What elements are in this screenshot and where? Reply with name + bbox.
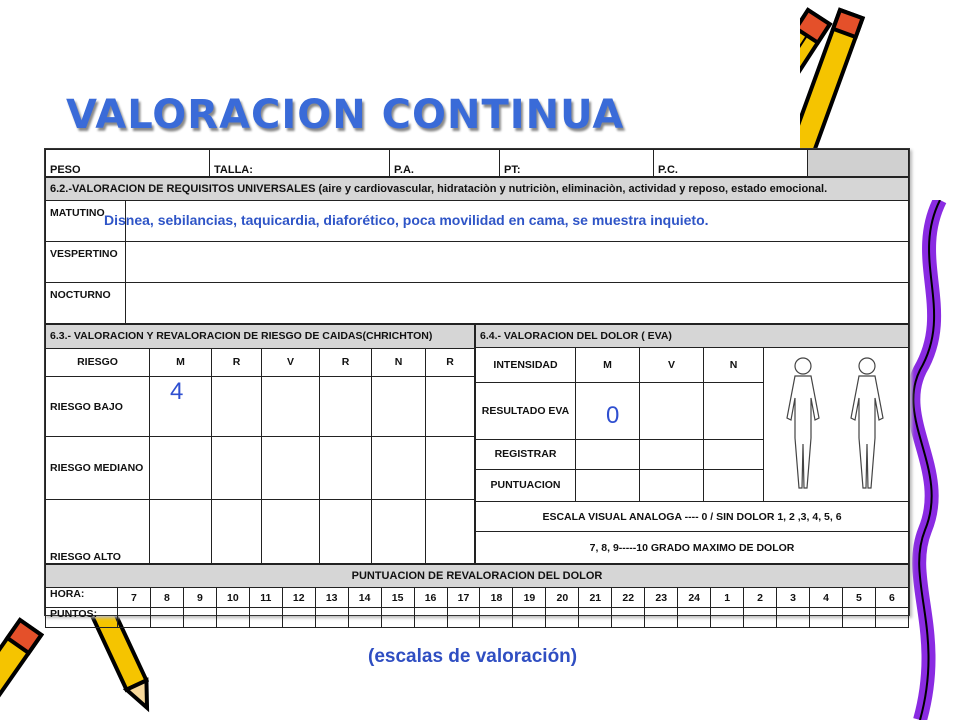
gray-cell: [808, 150, 909, 177]
riesgo-alto-label: RIESGO ALTO: [46, 500, 150, 564]
points-cell[interactable]: [645, 608, 678, 628]
riesgo-header-v: V: [262, 348, 320, 377]
body-diagram-icon: [771, 348, 901, 498]
eva-cell[interactable]: [640, 382, 704, 439]
hour-cell: 5: [842, 588, 875, 608]
riesgo-header-r3: R: [426, 348, 475, 377]
points-cell[interactable]: [678, 608, 711, 628]
section-64-header: 6.4.- VALORACION DEL DOLOR ( EVA): [476, 325, 909, 348]
riesgo-cell[interactable]: [320, 436, 372, 500]
clinical-note: Disnea, sebilancias, taquicardia, diaforético, poca movilidad en cama, se muestra inquieto.: [104, 212, 709, 228]
shift-vespertino-value[interactable]: [126, 242, 909, 283]
eva-header-v: V: [640, 348, 704, 383]
riesgo-cell[interactable]: [150, 436, 212, 500]
points-cell[interactable]: [579, 608, 612, 628]
riesgo-cell[interactable]: [212, 436, 262, 500]
hora-label: HORA:: [46, 588, 118, 608]
hour-cell: 19: [513, 588, 546, 608]
hour-cell: 4: [810, 588, 843, 608]
shift-matutino: MATUTINO: [46, 201, 126, 242]
points-cell[interactable]: [480, 608, 513, 628]
points-cell[interactable]: [810, 608, 843, 628]
hour-cell: 13: [315, 588, 348, 608]
hour-cell: 24: [678, 588, 711, 608]
riesgo-cell[interactable]: [262, 500, 320, 564]
eva-scale-line-2: 7, 8, 9-----10 GRADO MAXIMO DE DOLOR: [476, 532, 909, 564]
hour-cell: 8: [150, 588, 183, 608]
riesgo-cell[interactable]: [212, 500, 262, 564]
section-62-header: 6.2.-VALORACION DE REQUISITOS UNIVERSALES (aire y cardiovascular, hidrataciòn y nutriciòn, eliminaciòn, actividad y reposo, estado emocional.: [46, 178, 909, 201]
shift-nocturno-value[interactable]: [126, 283, 909, 324]
fall-risk-table: [45, 324, 475, 564]
riesgo-cell[interactable]: [426, 500, 475, 564]
points-cell[interactable]: [744, 608, 777, 628]
hour-cell: 2: [744, 588, 777, 608]
hour-cell: 17: [447, 588, 480, 608]
riesgo-header: RIESGO: [46, 348, 150, 377]
hour-cell: 20: [546, 588, 579, 608]
riesgo-cell[interactable]: [212, 377, 262, 436]
pt-cell[interactable]: PT:: [500, 150, 654, 177]
points-cell[interactable]: [282, 608, 315, 628]
eva-cell[interactable]: [704, 439, 764, 469]
body-figures: [764, 348, 909, 502]
handwritten-eva-value: 0: [606, 402, 620, 429]
riesgo-header-r2: R: [320, 348, 372, 377]
talla-cell[interactable]: TALLA:: [210, 150, 390, 177]
points-cell[interactable]: [249, 608, 282, 628]
riesgo-bajo-label: RIESGO BAJO: [46, 377, 150, 436]
pain-score-table: [45, 564, 909, 628]
hour-cell: 21: [579, 588, 612, 608]
eva-cell[interactable]: [640, 469, 704, 501]
hour-cell: 1: [711, 588, 744, 608]
eva-header-n: N: [704, 348, 764, 383]
puntos-label: PUNTOS:: [46, 608, 118, 628]
hour-cell: 7: [118, 588, 151, 608]
points-cell[interactable]: [777, 608, 810, 628]
points-cell[interactable]: [348, 608, 381, 628]
hour-cell: 9: [183, 588, 216, 608]
points-cell[interactable]: [118, 608, 151, 628]
handwritten-riesgo-value: 4: [170, 378, 184, 405]
hour-cell: 15: [381, 588, 414, 608]
riesgo-header-n: N: [372, 348, 426, 377]
hour-cell: 6: [875, 588, 908, 608]
hour-cell: 12: [282, 588, 315, 608]
peso-cell[interactable]: PESO: [46, 150, 210, 177]
shift-nocturno: NOCTURNO: [46, 283, 126, 324]
points-cell[interactable]: [546, 608, 579, 628]
eva-cell[interactable]: [576, 439, 640, 469]
riesgo-cell[interactable]: [372, 436, 426, 500]
caption: (escalas de valoración): [368, 646, 578, 667]
eva-cell[interactable]: [704, 469, 764, 501]
section-63-header: 6.3.- VALORACION Y REVALORACION DE RIESGO DE CAIDAS(CHRICHTON): [46, 325, 475, 349]
riesgo-cell[interactable]: [426, 377, 475, 436]
points-cell[interactable]: [842, 608, 875, 628]
hour-cell: 22: [612, 588, 645, 608]
points-cell[interactable]: [711, 608, 744, 628]
hour-cell: 18: [480, 588, 513, 608]
points-cell[interactable]: [183, 608, 216, 628]
hour-cell: 16: [414, 588, 447, 608]
hour-cell: 10: [216, 588, 249, 608]
risk-pain-section: [45, 324, 909, 564]
puntuacion-header: PUNTUACION DE REVALORACION DEL DOLOR: [46, 565, 909, 588]
riesgo-header-r1: R: [212, 348, 262, 377]
pain-eva-table: [475, 324, 909, 564]
hour-cell: 14: [348, 588, 381, 608]
eva-registrar-label: REGISTRAR: [476, 439, 576, 469]
points-cell[interactable]: [513, 608, 546, 628]
riesgo-cell[interactable]: [426, 436, 475, 500]
shift-vespertino: VESPERTINO: [46, 242, 126, 283]
points-cell[interactable]: [216, 608, 249, 628]
points-cell[interactable]: [447, 608, 480, 628]
eva-puntuacion-label: PUNTUACION: [476, 469, 576, 501]
points-cell[interactable]: [414, 608, 447, 628]
hour-cell: 23: [645, 588, 678, 608]
eva-cell[interactable]: [576, 469, 640, 501]
riesgo-cell[interactable]: [320, 500, 372, 564]
riesgo-cell[interactable]: [262, 377, 320, 436]
riesgo-cell[interactable]: [150, 500, 212, 564]
points-cell[interactable]: [612, 608, 645, 628]
points-cell[interactable]: [315, 608, 348, 628]
hour-cell: 11: [249, 588, 282, 608]
points-cell[interactable]: [150, 608, 183, 628]
riesgo-mediano-label: RIESGO MEDIANO: [46, 436, 150, 500]
pa-cell[interactable]: P.A.: [390, 150, 500, 177]
vitals-table: [45, 149, 909, 177]
pc-cell[interactable]: P.C.: [654, 150, 808, 177]
eva-scale-line-1: ESCALA VISUAL ANALOGA ---- 0 / SIN DOLOR 1, 2 ,3, 4, 5, 6: [476, 502, 909, 532]
eva-cell[interactable]: [704, 382, 764, 439]
hour-cell: 3: [777, 588, 810, 608]
riesgo-header-m: M: [150, 348, 212, 377]
eva-resultado-label: RESULTADO EVA: [476, 382, 576, 439]
points-cell[interactable]: [875, 608, 908, 628]
eva-header-intensidad: INTENSIDAD: [476, 348, 576, 383]
section-62-table: [45, 177, 909, 324]
riesgo-cell[interactable]: [262, 436, 320, 500]
riesgo-cell[interactable]: [320, 377, 372, 436]
eva-header-m: M: [576, 348, 640, 383]
points-cell[interactable]: [381, 608, 414, 628]
riesgo-cell[interactable]: [372, 500, 426, 564]
eva-cell[interactable]: [640, 439, 704, 469]
riesgo-cell[interactable]: [372, 377, 426, 436]
page-title: VALORACION CONTINUA: [66, 92, 625, 138]
